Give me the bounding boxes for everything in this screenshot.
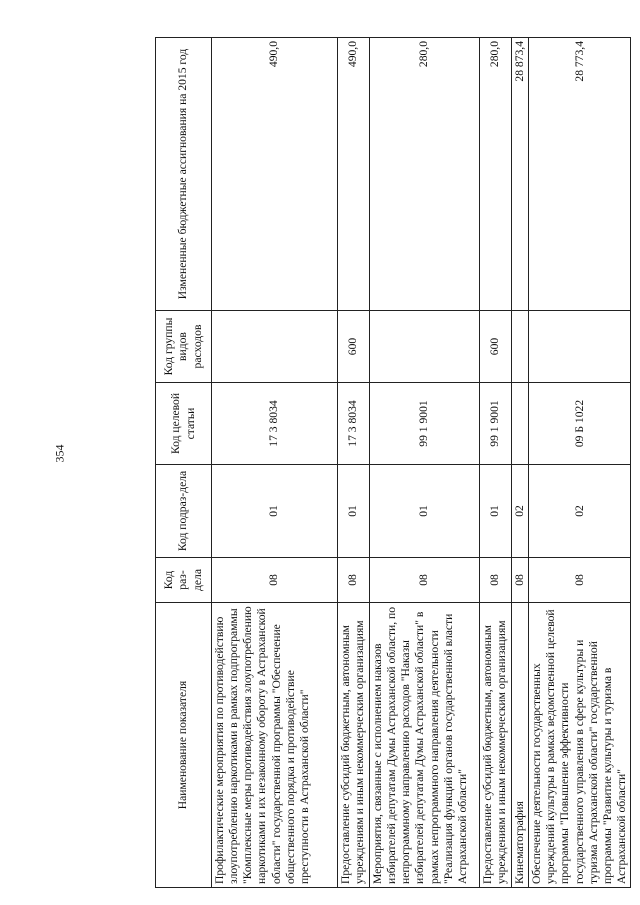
row-subsection: 01 xyxy=(480,465,512,558)
row-subsection: 01 xyxy=(338,465,370,558)
row-target xyxy=(512,383,529,465)
budget-table-rotated xyxy=(155,38,628,888)
row-section: 08 xyxy=(480,558,512,603)
table-row xyxy=(212,38,338,888)
header-amount: Измененные бюджетные ассигнования на 2015 год xyxy=(156,38,212,311)
row-target: 99 1 9001 xyxy=(480,383,512,465)
row-group: 600 xyxy=(338,311,370,383)
row-target: 99 1 9001 xyxy=(370,383,480,465)
row-name: Предоставление субсидий бюджетным, автономным учреждениям и иным некоммерческим организациям xyxy=(338,603,370,888)
row-amount: 490,0 xyxy=(212,38,338,311)
row-section: 08 xyxy=(212,558,338,603)
row-subsection: 01 xyxy=(370,465,480,558)
row-name: Предоставление субсидий бюджетным, автономным учреждениям и иным некоммерческим организациям xyxy=(480,603,512,888)
row-group xyxy=(370,311,480,383)
row-name: Профилактические мероприятия по противодействию злоупотреблению наркотиками в рамках подпрограммы "Комплексные меры противодействия злоупотреблению наркотиками и их незаконному обороту в Астраханской области" государственной программы "Обеспечение общественного порядка и противодействие преступности в Астраханской области" xyxy=(212,603,338,888)
row-amount: 490,0 xyxy=(338,38,370,311)
row-group: 600 xyxy=(480,311,512,383)
row-group xyxy=(512,311,529,383)
row-name: Обеспечение деятельности государственных учреждений культуры в рамках ведомственной целевой программы "Повышение эффективности государственного управления в сфере культуры и туризма Астраханской области" государственной программы "Развитие культуры и туризма в Астраханской области" xyxy=(529,603,631,888)
row-subsection: 02 xyxy=(512,465,529,558)
header-target: Код целевой статьи xyxy=(156,383,212,465)
header-section: Код раз-дела xyxy=(156,558,212,603)
row-section: 08 xyxy=(370,558,480,603)
table-row xyxy=(338,38,370,888)
row-group xyxy=(529,311,631,383)
table-row xyxy=(529,38,631,888)
table-header-row xyxy=(156,38,212,888)
row-group xyxy=(212,311,338,383)
table-row xyxy=(512,38,529,888)
header-expense-group: Код группы видов расходов xyxy=(156,311,212,383)
page-number: 354 xyxy=(52,444,67,463)
header-subsection: Код подраз-дела xyxy=(156,465,212,558)
row-target: 17 3 8034 xyxy=(338,383,370,465)
row-amount: 280,0 xyxy=(370,38,480,311)
row-amount: 28 873,4 xyxy=(512,38,529,311)
row-subsection: 02 xyxy=(529,465,631,558)
row-amount: 280,0 xyxy=(480,38,512,311)
table-row xyxy=(370,38,480,888)
table-row xyxy=(480,38,512,888)
row-subsection: 01 xyxy=(212,465,338,558)
row-name: Кинематография xyxy=(512,603,529,888)
budget-table xyxy=(155,37,631,888)
header-name: Наименование показателя xyxy=(156,603,212,888)
row-name: Мероприятия, связанные с исполнением наказов избирателей депутатам Думы Астраханской области, по непрограммному направлению расходов "Наказы избирателей депутатам Думы Астраханской области" в рамках непрограммного направления деятельности "Реализация функций органов государственной власти Астраханской области" xyxy=(370,603,480,888)
row-section: 08 xyxy=(512,558,529,603)
row-section: 08 xyxy=(338,558,370,603)
row-target: 17 3 8034 xyxy=(212,383,338,465)
row-target: 09 Б 1022 xyxy=(529,383,631,465)
row-amount: 28 773,4 xyxy=(529,38,631,311)
row-section: 08 xyxy=(529,558,631,603)
